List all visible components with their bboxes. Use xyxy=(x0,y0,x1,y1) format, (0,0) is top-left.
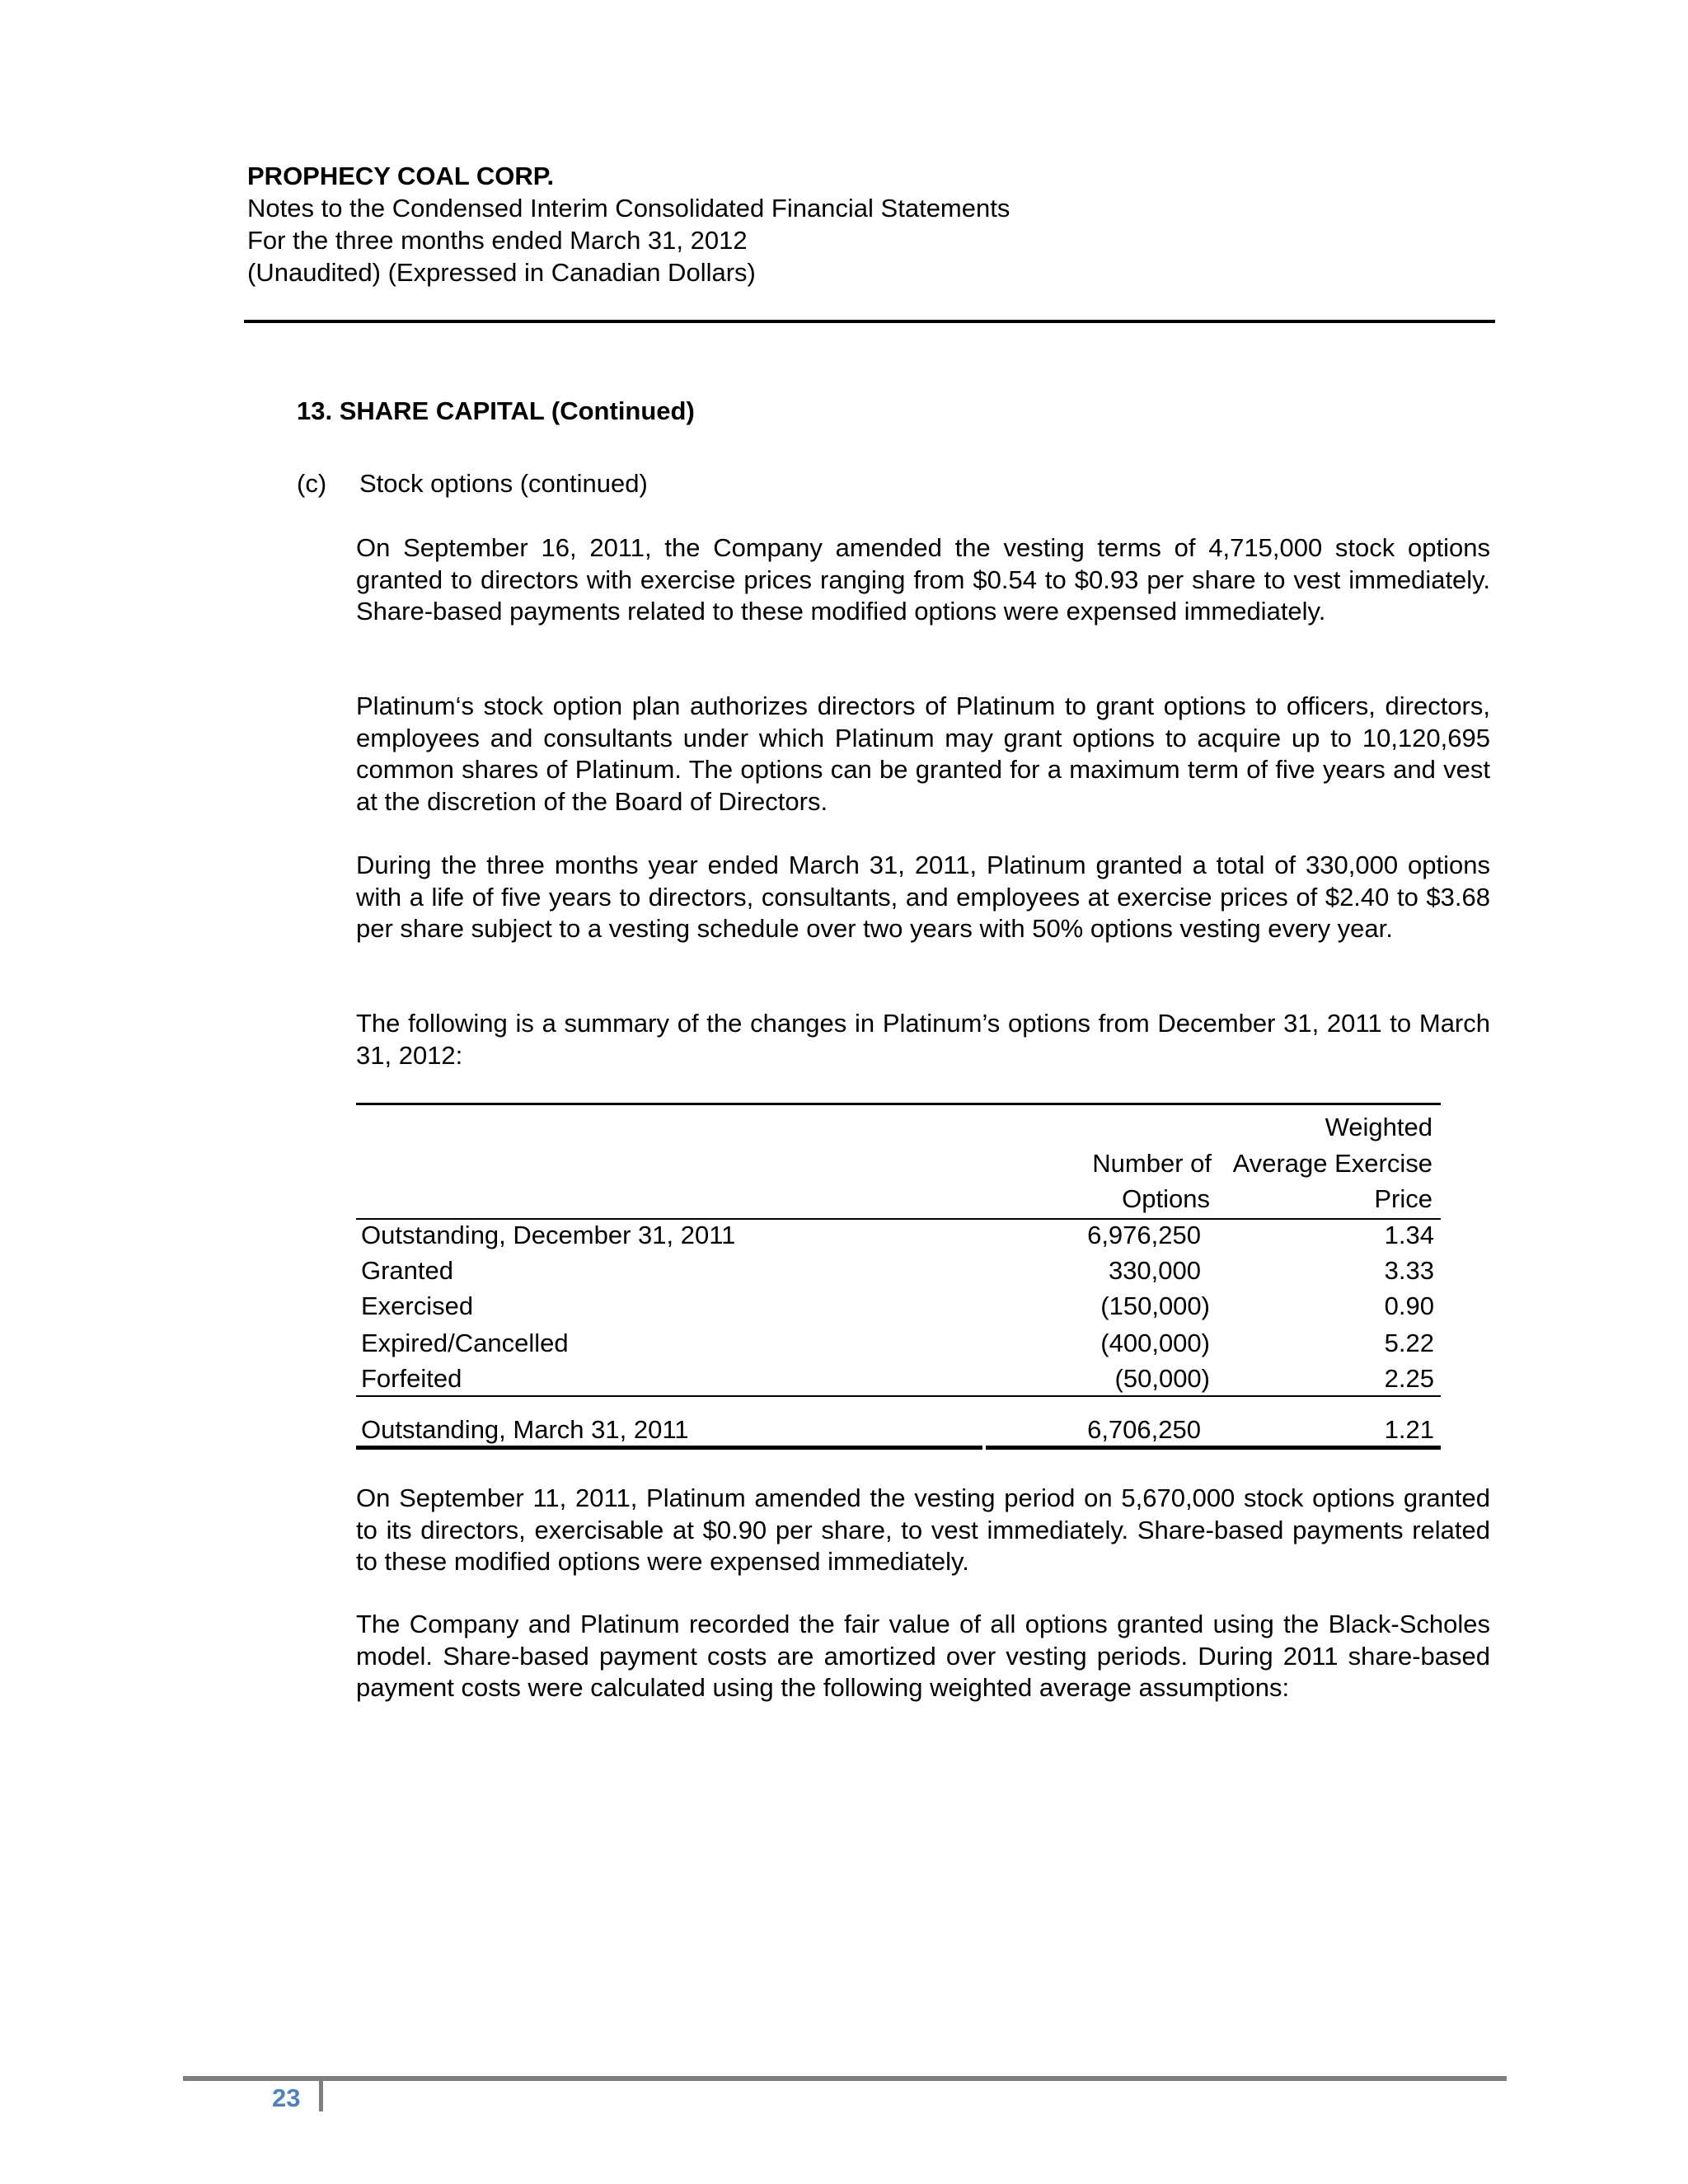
subsection-heading xyxy=(297,469,648,499)
row-price: 5.22 xyxy=(1384,1329,1434,1357)
row-options: 330,000 xyxy=(1108,1256,1201,1285)
table-total-rule-right xyxy=(986,1446,1441,1450)
row-price: 1.34 xyxy=(1384,1221,1434,1249)
table-subtotal-rule xyxy=(356,1395,1441,1397)
row-options: (150,000) xyxy=(1100,1291,1210,1320)
paragraph-black-scholes: The Company and Platinum recorded the fair value of all options granted using the Black-Scholes model. Share-based payment costs are amortized over vesting periods. During 2011 share-based payment costs were calculated using the following weighted average assumptions: xyxy=(356,1610,1490,1702)
section-title: 13. SHARE CAPITAL (Continued) xyxy=(297,396,695,425)
header-price: Price xyxy=(1374,1184,1432,1213)
row-label: Outstanding, December 31, 2011 xyxy=(361,1221,736,1249)
header-average-exercise: Average Exercise xyxy=(1232,1149,1432,1178)
row-options: 6,976,250 xyxy=(1087,1221,1201,1249)
row-label: Exercised xyxy=(361,1291,474,1320)
paragraph-summary-intro: The following is a summary of the changes in Platinum’s options from December 31, 2011 to March 31, 2012: xyxy=(356,1009,1490,1070)
document-header xyxy=(247,160,1493,288)
paragraph-platinum-plan: Platinum‘s stock option plan authorizes directors of Platinum to grant options to officers, directors, employees and consultants under which Platinum may grant options to acquire up to 10,120,695 common shares of Platinum. The options can be granted for a maximum term of five years and vest at the discretion of the Board of Directors. xyxy=(356,691,1490,816)
header-divider xyxy=(244,320,1495,323)
footer-rule xyxy=(183,2076,1507,2081)
header-number-of: Number of xyxy=(1092,1149,1212,1178)
statement-title: Notes to the Condensed Interim Consolidated Financial Statements xyxy=(247,194,1010,223)
row-price: 3.33 xyxy=(1384,1256,1434,1285)
total-options: 6,706,250 xyxy=(1087,1415,1201,1444)
table-total-rule-left xyxy=(356,1446,982,1450)
row-label: Forfeited xyxy=(361,1364,462,1393)
header-options: Options xyxy=(1122,1184,1210,1213)
paragraph-platinum-grants: During the three months year ended March 31, 2011, Platinum granted a total of 330,000 options with a life of five years to directors, consultants, and employees at exercise prices of $2.40 to $3.68 per share subject to a vesting schedule over two years with 50% options vesting every year. xyxy=(356,851,1490,943)
table-header-rule xyxy=(356,1218,1441,1220)
paragraph-platinum-amendment: On September 11, 2011, Platinum amended the vesting period on 5,670,000 stock options granted to its directors, exercisable at $0.90 per share, to vest immediately. Share-based payments related to these modified options were expensed immediately. xyxy=(356,1483,1490,1576)
statement-period: For the three months ended March 31, 2012 xyxy=(247,226,748,255)
total-label: Outstanding, March 31, 2011 xyxy=(361,1415,689,1444)
row-price: 0.90 xyxy=(1384,1291,1434,1320)
page-number: 23 xyxy=(272,2083,301,2112)
footer-separator xyxy=(319,2076,323,2111)
row-price: 2.25 xyxy=(1384,1364,1434,1393)
row-options: (400,000) xyxy=(1100,1329,1210,1357)
total-price: 1.21 xyxy=(1384,1415,1434,1444)
header-weighted: Weighted xyxy=(1325,1113,1432,1141)
row-label: Expired/Cancelled xyxy=(361,1329,569,1357)
paragraph-vesting-amendment: On September 16, 2011, the Company amended the vesting terms of 4,715,000 stock options granted to directors with exercise prices ranging from $0.54 to $0.93 per share to vest immediately. Share-based payments related to these modified options were expensed immediately. xyxy=(356,533,1490,626)
row-label: Granted xyxy=(361,1256,454,1285)
table-top-rule xyxy=(356,1103,1441,1105)
company-name: PROPHECY COAL CORP. xyxy=(247,162,555,190)
statement-note: (Unaudited) (Expressed in Canadian Dollars) xyxy=(247,258,756,287)
subsection-marker: (c) xyxy=(297,469,327,498)
row-options: (50,000) xyxy=(1114,1364,1210,1393)
subsection-title: Stock options (continued) xyxy=(359,469,648,498)
